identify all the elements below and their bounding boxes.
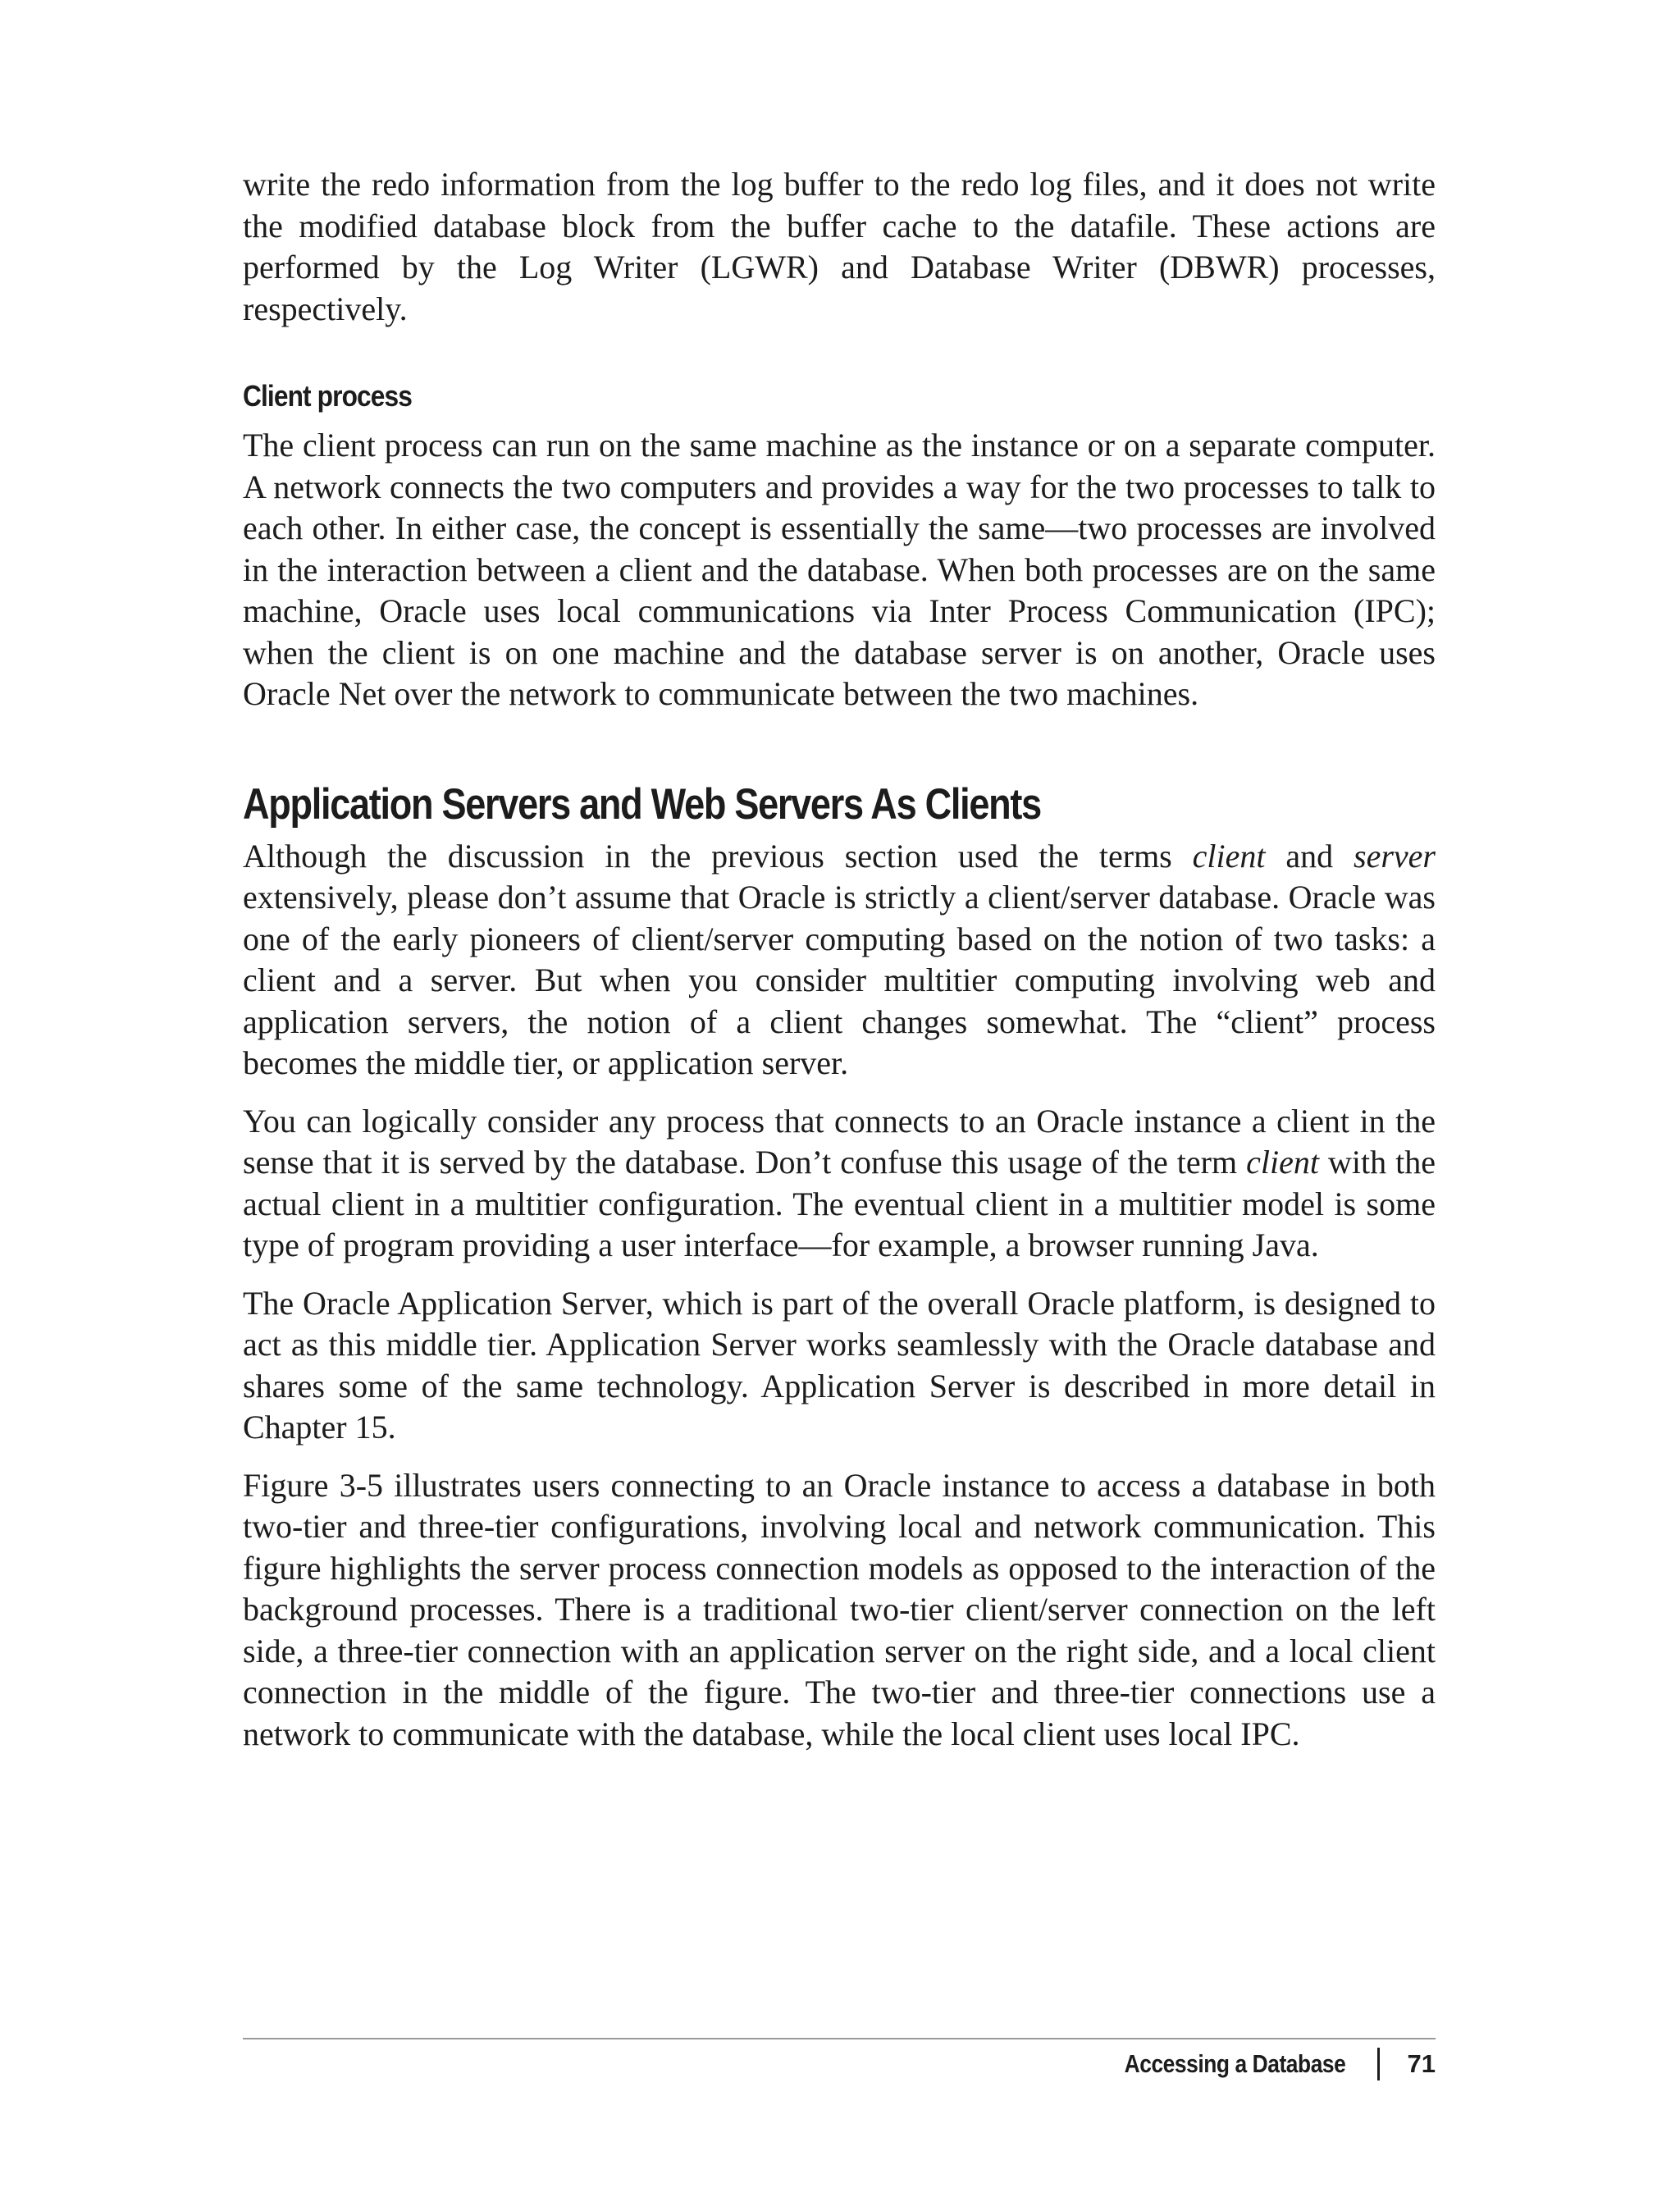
paragraph-redo-writers: write the redo information from the log buffer to the redo log files, and it does not write the modified database block from the buffer cache to the datafile. These actions are performed by the Log Writer (LGWR) and Database Writer (DBWR) processes, respectively.: [243, 166, 1436, 327]
section-heading-application-servers: Application Servers and Web Servers As Clients: [243, 779, 1041, 829]
text-run: and: [1265, 837, 1354, 875]
paragraph-oracle-application-server: The Oracle Application Server, which is part of the overall Oracle platform, is designed to act as this middle tier. Application Server works seamlessly with the Oracle database and shares some of the same technology. Application Server is described in more detail in Chapter 15.: [243, 1284, 1436, 1446]
italic-term-client: client: [1246, 1144, 1319, 1181]
text-run: with the actual client in a multitier configuration. The eventual client in a multitier model is some type of program providing a user interface—for example, a browser running Java.: [243, 1144, 1436, 1263]
footer-chapter-title: Accessing a Database: [1124, 2049, 1346, 2078]
italic-term-client: client: [1192, 837, 1266, 875]
footer-rule: [243, 2038, 1436, 2039]
paragraph-figure-reference: Figure 3-5 illustrates users connecting to an Oracle instance to access a database in both two-tier and three-tier configurations, involving local and network communication. This figure highlights the server process connection models as opposed to the interaction of the background processes. There is a traditional two-tier client/server connection on the left side, a three-tier connection with an application server on the right side, and a local client connection in the middle of the figure. The two-tier and three-tier connections use a network to communicate with the database, while the local client uses local IPC.: [243, 1466, 1436, 1752]
running-footer: [1085, 2048, 1436, 2080]
page-body: [243, 164, 1436, 1771]
subsection-heading-client-process: Client process: [243, 379, 413, 413]
page-number: 71: [1407, 2049, 1436, 2078]
paragraph-logical-client: [243, 1101, 1436, 1267]
text-run: extensively, please don’t assume that Oracle is strictly a client/server database. Oracle was one of the early pioneers of client/server computing based on the notion of two tasks: a client and a server. But when you consider multitier computing involving web and application servers, the notion of a client changes somewhat. The “client” process becomes the middle tier, or application server.: [243, 879, 1436, 1081]
paragraph-client-process: The client process can run on the same machine as the instance or on a separate computer. A network connects the two computers and provides a way for the two processes to talk to each other. In either case, the concept is essentially the same—two processes are involved in the interaction between a client and the database. When both processes are on the same machine, Oracle uses local communications via Inter Process Communication (IPC); when the client is on one machine and the database server is on another, Oracle uses Oracle Net over the network to communicate between the two machines.: [243, 427, 1436, 712]
paragraph-client-server-terms: [243, 836, 1436, 1085]
text-run: You can logically consider any process that connects to an Oracle instance a client in the sense that it is served by the database. Don’t confuse this usage of the term: [243, 1102, 1436, 1181]
italic-term-server: server: [1354, 837, 1436, 875]
footer-separator: [1377, 2048, 1380, 2080]
text-run: Although the discussion in the previous section used the terms: [243, 837, 1193, 875]
